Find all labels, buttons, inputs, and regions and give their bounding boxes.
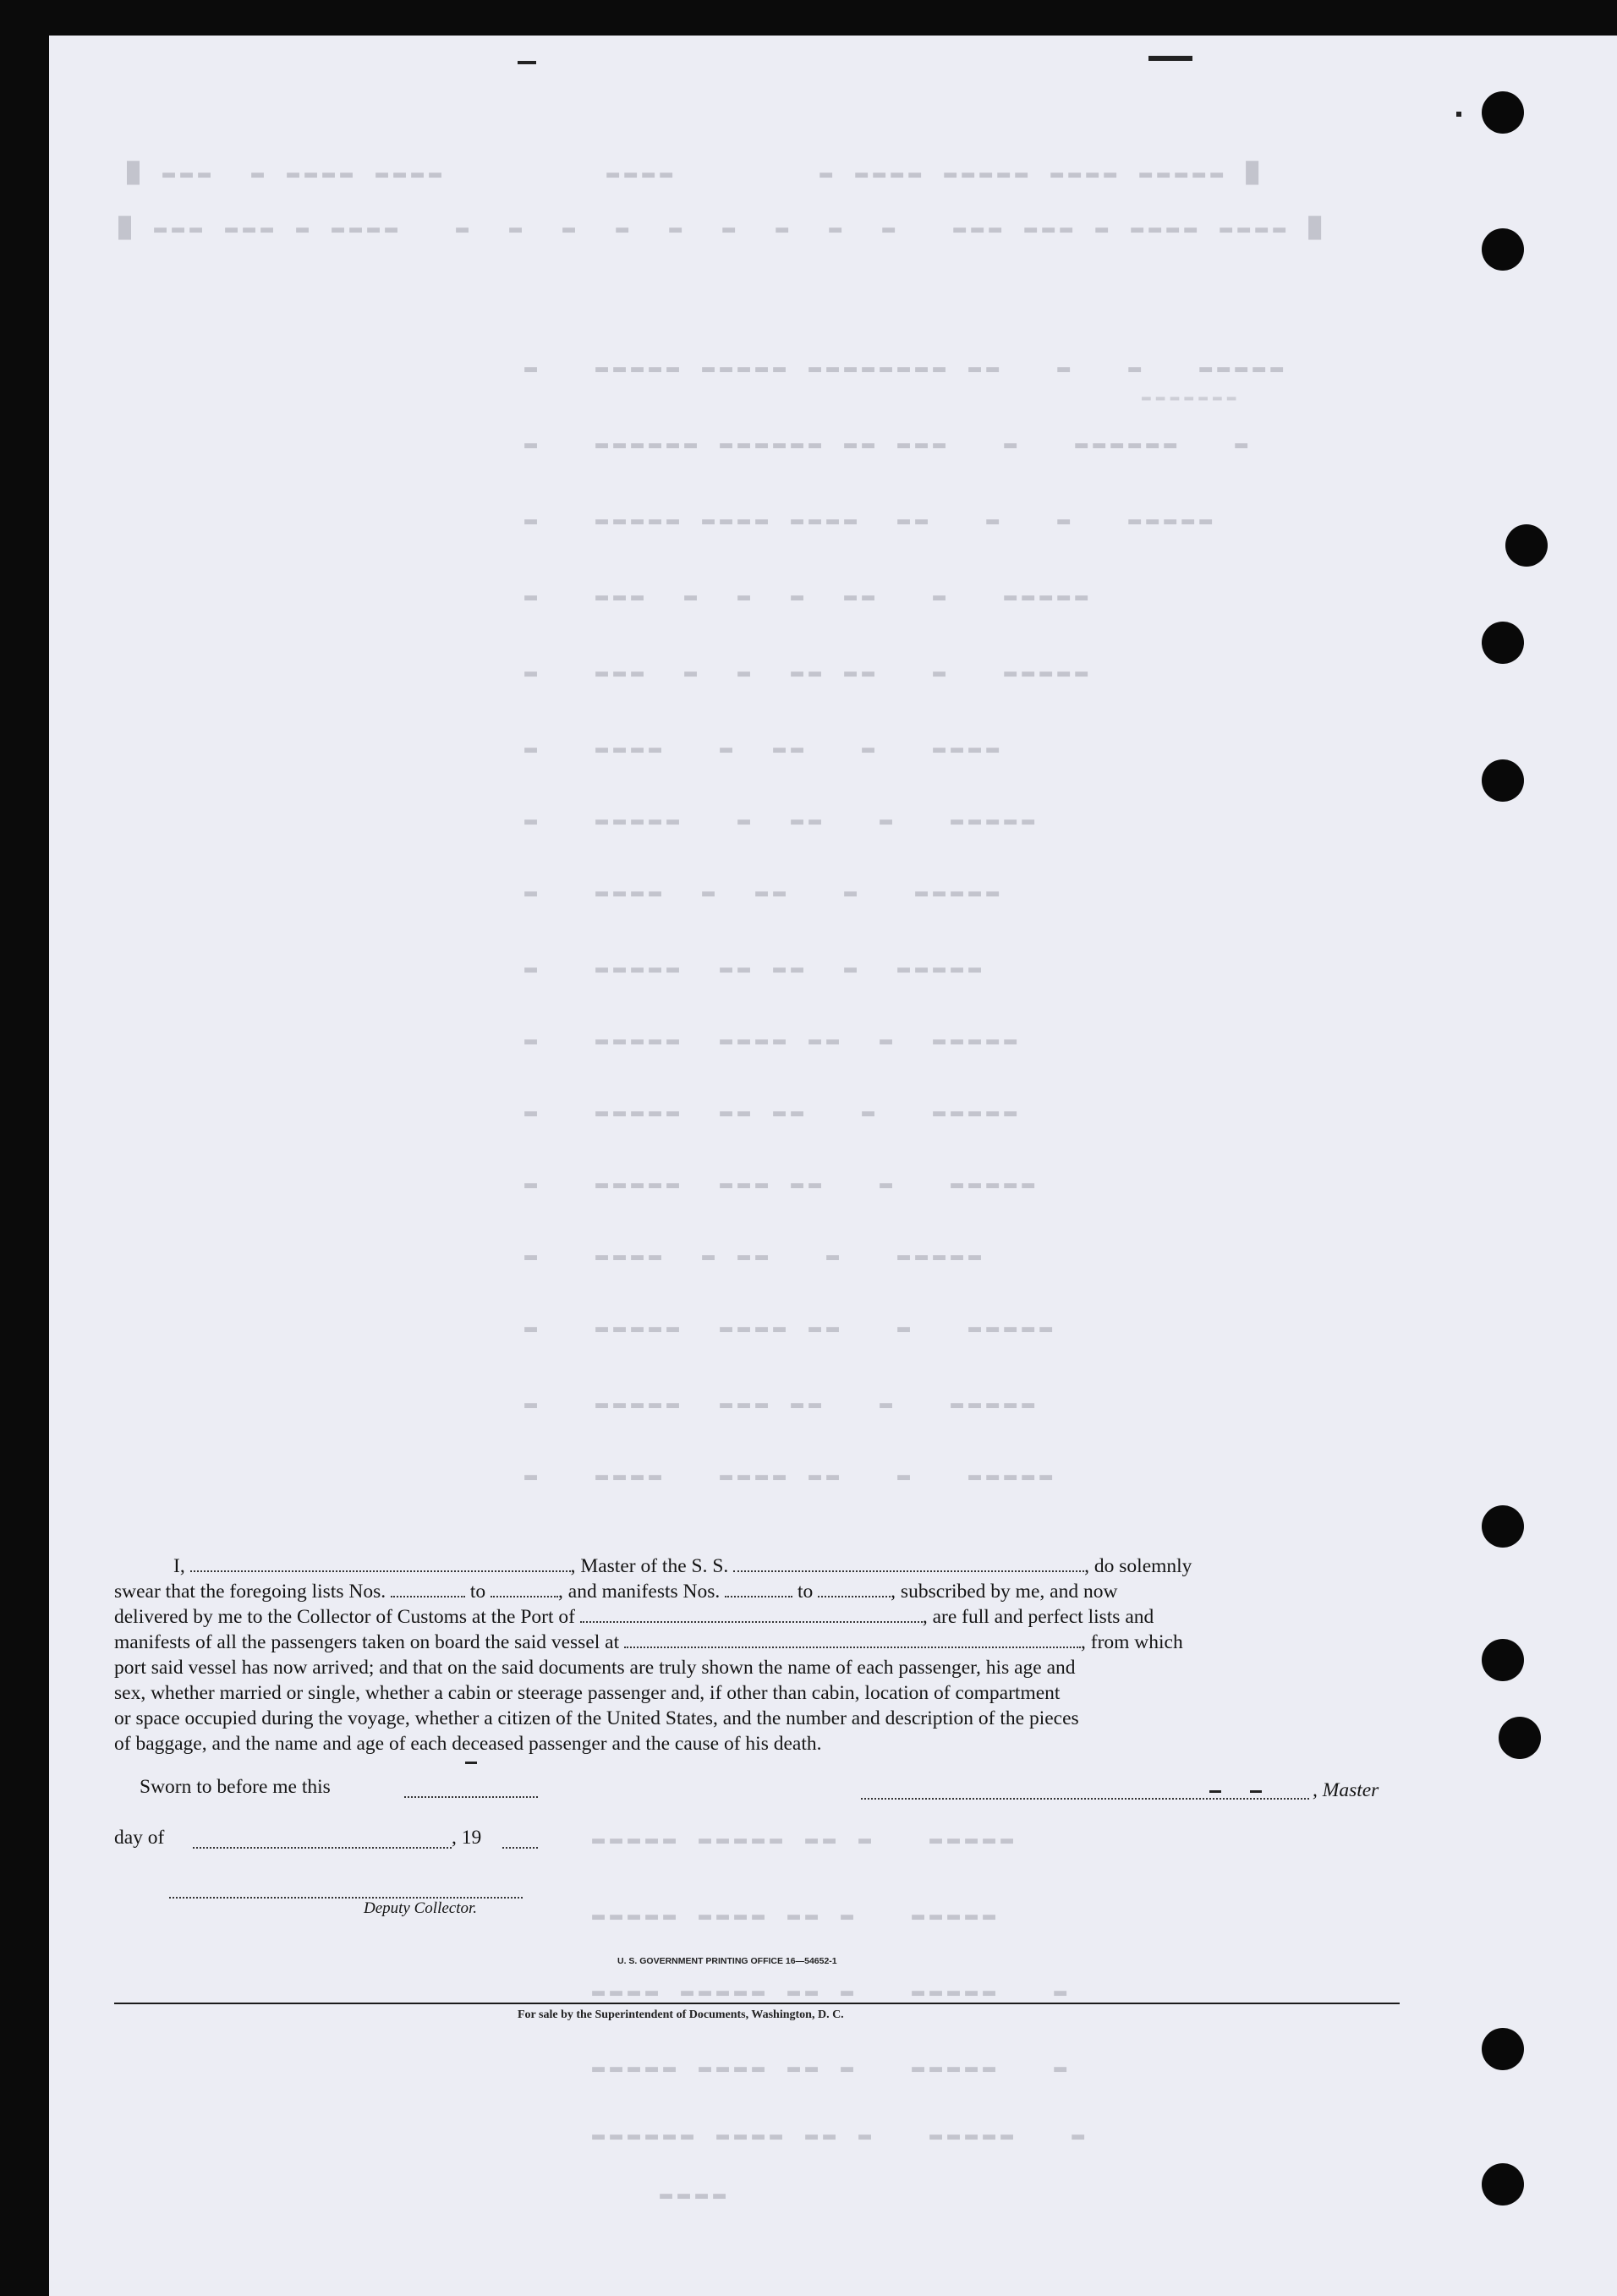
- oath-line1-mid: , Master of the S. S.: [570, 1555, 729, 1577]
- bleed-through-text: ▬ ▬▬▬▬▬ ▬ ▬▬ ▬ ▬▬▬▬▬: [524, 808, 1040, 832]
- punch-hole: [1482, 1505, 1524, 1548]
- for-sale-note: For sale by the Superintendent of Documents, Washington, D. C.: [518, 2008, 844, 2021]
- oath-line1-prefix: I,: [173, 1555, 185, 1577]
- punch-hole: [1482, 91, 1524, 134]
- oath-line2-e: , subscribed by me, and now: [891, 1581, 1118, 1603]
- bleed-through-text: ▬▬▬▬▬ ▬▬▬▬ ▬▬ ▬ ▬▬▬▬▬ ▬: [592, 2055, 1072, 2080]
- year-prefix: , 19: [452, 1827, 482, 1849]
- bleed-through-text: ▬ ▬▬▬▬▬ ▬▬▬ ▬▬ ▬ ▬▬▬▬▬: [524, 1391, 1040, 1416]
- punch-hole: [1505, 524, 1548, 567]
- punch-hole: [1482, 2163, 1524, 2206]
- bleed-through-text: ▬ ▬▬▬▬▬ ▬▬ ▬▬ ▬ ▬▬▬▬▬: [524, 956, 987, 980]
- bleed-through-text: ▬▬▬▬▬▬▬: [1142, 389, 1242, 406]
- ship-name-field[interactable]: [733, 1555, 1084, 1572]
- bleed-through-text: ▬▬▬▬ ▬▬▬▬▬ ▬▬ ▬ ▬▬▬▬▬ ▬: [592, 1979, 1072, 2003]
- master-signature-field[interactable]: [861, 1798, 1309, 1800]
- oath-line3-b: , are full and perfect lists and: [922, 1606, 1154, 1628]
- oath-line5: port said vessel has now arrived; and that on the said documents are truly shown the name of each passenger, his age and: [114, 1657, 1076, 1679]
- scan-speck: [1456, 112, 1461, 117]
- departure-port-field[interactable]: [624, 1631, 1081, 1648]
- bleed-through-text: ▬ ▬▬▬▬▬▬ ▬▬▬▬▬▬ ▬▬ ▬▬▬ ▬ ▬▬▬▬▬▬ ▬: [524, 431, 1253, 456]
- bleed-through-text: ▬ ▬▬▬▬▬ ▬▬▬▬ ▬▬ ▬ ▬▬▬▬▬: [524, 1027, 1022, 1052]
- bleed-through-text: ▬ ▬▬▬▬▬ ▬▬ ▬▬ ▬ ▬▬▬▬▬: [524, 1099, 1022, 1124]
- bleed-through-text: ▬ ▬▬▬▬▬ ▬▬▬▬ ▬▬▬▬ ▬▬ ▬ ▬ ▬▬▬▬▬: [524, 507, 1218, 532]
- master-label: , Master: [1313, 1779, 1379, 1801]
- punch-hole: [1482, 622, 1524, 664]
- sworn-day-field[interactable]: [404, 1796, 538, 1798]
- deputy-signature-line[interactable]: [169, 1897, 523, 1899]
- oath-line6: sex, whether married or single, whether a cabin or steerage passenger and, if other than cabin, location of compartment: [114, 1682, 1061, 1704]
- punch-hole: [1482, 2028, 1524, 2070]
- bleed-through-text: ▬ ▬▬▬▬ ▬ ▬▬ ▬ ▬▬▬▬▬: [524, 879, 1005, 904]
- bleed-through-text: ▬ ▬▬▬▬ ▬ ▬▬ ▬ ▬▬▬▬▬: [524, 1243, 987, 1268]
- footer-rule: [114, 2003, 1400, 2004]
- bleed-through-text: ▬ ▬▬▬▬ ▬ ▬▬ ▬ ▬▬▬▬: [524, 736, 1005, 760]
- pen-mark: [1250, 1790, 1262, 1793]
- bleed-through-text: █ ▬▬▬ ▬ ▬▬▬▬ ▬▬▬▬ ▬▬▬▬ ▬ ▬▬▬▬ ▬▬▬▬▬ ▬▬▬▬ ▬▬▬▬▬ █: [127, 161, 1264, 185]
- bleed-through-text: ▬ ▬▬▬▬▬ ▬▬▬▬▬ ▬▬▬▬▬▬▬▬ ▬▬ ▬ ▬ ▬▬▬▬▬: [524, 355, 1289, 380]
- oath-line1-end: , do solemnly: [1084, 1555, 1192, 1577]
- bleed-through-text: ▬▬▬▬: [660, 2182, 732, 2206]
- oath-line4-a: manifests of all the passengers taken on board the said vessel at: [114, 1631, 620, 1653]
- day-of-label: day of: [114, 1827, 165, 1849]
- sworn-label: Sworn to before me this: [140, 1776, 331, 1798]
- oath-line2-d: to: [798, 1581, 814, 1603]
- pen-mark: [1209, 1790, 1221, 1793]
- bleed-through-text: ▬▬▬▬▬▬ ▬▬▬▬ ▬▬ ▬ ▬▬▬▬▬ ▬: [592, 2123, 1090, 2147]
- punch-hole: [1482, 228, 1524, 271]
- oath-line4-b: , from which: [1081, 1631, 1183, 1653]
- lists-to-field[interactable]: [491, 1581, 558, 1597]
- oath-paragraph: [114, 1553, 1400, 1756]
- oath-line2-b: to: [469, 1581, 486, 1603]
- oath-line2-a: swear that the foregoing lists Nos.: [114, 1581, 386, 1603]
- oath-line7: or space occupied during the voyage, whether a citizen of the United States, and the number and description of the pieces: [114, 1707, 1079, 1729]
- scan-speck: [1148, 56, 1192, 61]
- manifests-to-field[interactable]: [818, 1581, 891, 1597]
- year-field[interactable]: [502, 1847, 538, 1849]
- oath-line2-c: , and manifests Nos.: [558, 1581, 721, 1603]
- port-field[interactable]: [580, 1606, 923, 1623]
- bleed-through-text: ▬ ▬▬▬ ▬ ▬ ▬▬ ▬▬ ▬ ▬▬▬▬▬: [524, 660, 1094, 684]
- bleed-through-text: ▬ ▬▬▬▬ ▬▬▬▬ ▬▬ ▬ ▬▬▬▬▬: [524, 1463, 1058, 1488]
- scan-speck: [518, 61, 536, 64]
- oath-line3-a: delivered by me to the Collector of Customs at the Port of: [114, 1606, 575, 1628]
- bleed-through-text: ▬ ▬▬▬ ▬ ▬ ▬ ▬▬ ▬ ▬▬▬▬▬: [524, 584, 1094, 608]
- manifests-from-field[interactable]: [725, 1581, 792, 1597]
- punch-hole: [1499, 1717, 1541, 1759]
- master-name-field[interactable]: [190, 1555, 571, 1572]
- bleed-through-text: ▬ ▬▬▬▬▬ ▬▬▬ ▬▬ ▬ ▬▬▬▬▬: [524, 1171, 1040, 1196]
- oath-line8: of baggage, and the name and age of each deceased passenger and the cause of his death.: [114, 1733, 822, 1755]
- day-of-field[interactable]: [193, 1847, 452, 1849]
- deputy-collector-label: Deputy Collector.: [364, 1899, 478, 1917]
- lists-from-field[interactable]: [391, 1581, 465, 1597]
- pen-mark: [465, 1762, 477, 1764]
- bleed-through-text: ▬▬▬▬▬ ▬▬▬▬ ▬▬ ▬ ▬▬▬▬▬: [592, 1903, 1001, 1927]
- bleed-through-text: █ ▬▬▬ ▬▬▬ ▬ ▬▬▬▬ ▬ ▬ ▬ ▬ ▬ ▬ ▬ ▬ ▬ ▬▬▬ ▬▬▬ ▬ ▬▬▬▬ ▬▬▬▬ █: [118, 216, 1327, 240]
- bleed-through-text: ▬▬▬▬▬ ▬▬▬▬▬ ▬▬ ▬ ▬▬▬▬▬: [592, 1827, 1019, 1851]
- printing-office-note: U. S. GOVERNMENT PRINTING OFFICE 16—54652-1: [617, 1956, 837, 1966]
- punch-hole: [1482, 759, 1524, 802]
- bleed-through-text: ▬ ▬▬▬▬▬ ▬▬▬▬ ▬▬ ▬ ▬▬▬▬▬: [524, 1315, 1058, 1340]
- punch-hole: [1482, 1639, 1524, 1681]
